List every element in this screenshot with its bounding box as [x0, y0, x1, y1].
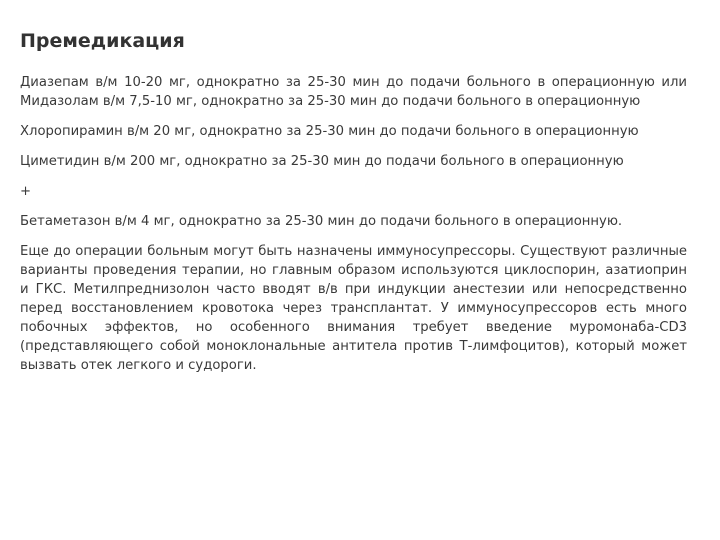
paragraph-cimetidine: Циметидин в/м 200 мг, однократно за 25-30 мин до подачи больного в операционную — [20, 154, 624, 169]
plus-sign: + — [20, 184, 32, 199]
paragraph-immunosuppressants: Еще до операции больным могут быть назначены иммуносупрессоры. Существуют различные варианты проведения терапии, но главным образом используются циклоспорин, азатиоприн и ГКС. Метилпреднизолон часто вводят в/в при индукции анестезии или непосредственно перед восстановлением кровотока через трансплантат. У иммуносупрессоров есть много побочных эффектов, но особенного внимания требует введение муромонаба-CD3 (представляющего собой моноклональные антитела против Т-лимфоцитов), который может вызвать отек легкого и судороги. — [20, 244, 687, 373]
paragraph-betamethasone: Бетаметазон в/м 4 мг, однократно за 25-30 мин до подачи больного в операционную. — [20, 214, 623, 229]
paragraph-diazepam: Диазепам в/м 10-20 мг, однократно за 25-30 мин до подачи больного в операционную или Мидазолам в/м 7,5-10 мг, однократно за 25-30 мин до подачи больного в операционную — [20, 75, 687, 109]
paragraph-chloropyramine: Хлоропирамин в/м 20 мг, однократно за 25-30 мин до подачи больного в операционную — [20, 124, 639, 139]
page-title: Премедикация — [20, 30, 185, 52]
